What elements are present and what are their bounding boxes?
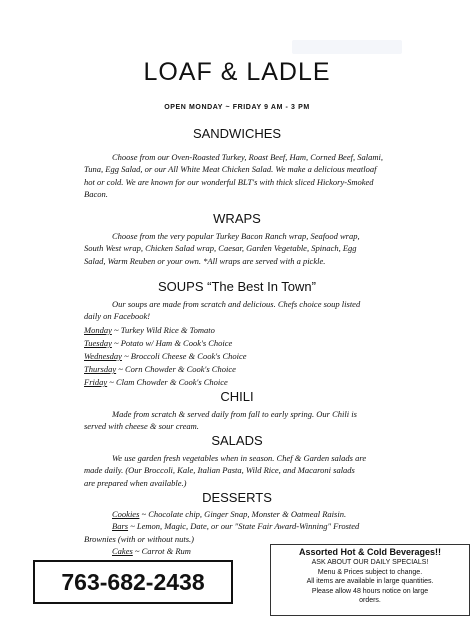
sandwiches-line: hot or cold. We are known for our wonderful BLT's with thick sliced Hickory-Smoked <box>84 176 374 187</box>
dessert-cookies: Cookies ~ Chocolate chip, Ginger Snap, Monster & Oatmeal Raisin. <box>112 509 347 519</box>
info-line: ASK ABOUT OUR DAILY SPECIALS! <box>311 559 429 566</box>
dessert-bars: Bars ~ Lemon, Magic, Date, or our "State Fair Award-Winning" Frosted <box>112 521 360 532</box>
sandwiches-description <box>84 151 412 200</box>
beverages-info-box <box>270 544 470 616</box>
soup-day-thursday: Thursday ~ Corn Chowder & Cook's Choice <box>84 364 236 374</box>
sandwiches-line: Bacon. <box>84 188 108 199</box>
wraps-description <box>84 230 412 267</box>
soup-day-friday: Friday ~ Clam Chowder & Cook's Choice <box>84 377 228 387</box>
soups-line: Our soups are made from scratch and delicious. Chefs choice soup listed <box>112 299 361 309</box>
soup-day-monday: Monday ~ Turkey Wild Rice & Tomato <box>84 325 215 335</box>
soups-line: daily on Facebook! <box>84 311 151 322</box>
beverages-title: Assorted Hot & Cold Beverages!! <box>298 547 442 557</box>
salads-line: are prepared when available.) <box>84 477 187 488</box>
chili-heading: CHILI <box>220 389 254 404</box>
salads-heading: SALADS <box>211 433 263 448</box>
sandwiches-line: Tuna, Egg Salad, or our All White Meat Chicken Salad. We make a delicious meatloaf <box>84 164 377 175</box>
dessert-bars-cont: Brownies (with or without nuts.) <box>84 533 194 544</box>
wraps-line: Salad, Warm Reuben or your own. *All wraps are served with a pickle. <box>84 255 326 266</box>
wraps-heading: WRAPS <box>213 211 261 226</box>
sandwiches-heading: SANDWICHES <box>192 126 282 141</box>
desserts-heading: DESSERTS <box>202 490 272 505</box>
restaurant-name: LOAF & LADLE <box>143 58 331 86</box>
salads-description <box>84 452 412 489</box>
soup-day-wednesday: Wednesday ~ Broccoli Cheese & Cook's Choice <box>84 351 247 361</box>
salads-line: We use garden fresh vegetables when in season. Chef & Garden salads are <box>112 453 367 463</box>
info-line: orders. <box>359 597 381 604</box>
chili-line: served with cheese & sour cream. <box>84 421 199 432</box>
info-line: Menu & Prices subject to change. <box>317 568 423 576</box>
info-line: All items are available in large quantities. <box>306 578 434 585</box>
salads-line: made daily. (Our Broccoli, Kale, Italian Pasta, Wild Rice, and Macaroni salads <box>84 465 355 476</box>
wraps-line: South West wrap, Chicken Salad wrap, Caesar, Garden Vegetable, Spinach, Egg <box>84 243 357 254</box>
sandwiches-line: Choose from our Oven-Roasted Turkey, Roast Beef, Ham, Corned Beef, Salami, <box>112 152 383 162</box>
chili-description <box>84 408 412 433</box>
chili-line: Made from scratch & served daily from fall to early spring. Our Chili is <box>112 409 357 419</box>
soups-heading: SOUPS “The Best In Town” <box>158 279 316 294</box>
dessert-cakes: Cakes ~ Carrot & Rum <box>112 545 191 556</box>
wraps-line: Choose from the very popular Turkey Bacon Ranch wrap, Seafood wrap, <box>112 231 360 241</box>
phone-number: 763-682-2438 <box>33 560 233 604</box>
info-line: Please allow 48 hours notice on large <box>311 587 429 595</box>
soups-description <box>84 298 412 323</box>
opening-hours: OPEN MONDAY ~ FRIDAY 9 AM - 3 PM <box>164 104 310 111</box>
faint-stamp <box>292 40 402 54</box>
soup-day-tuesday: Tuesday ~ Potato w/ Ham & Cook's Choice <box>84 338 233 348</box>
